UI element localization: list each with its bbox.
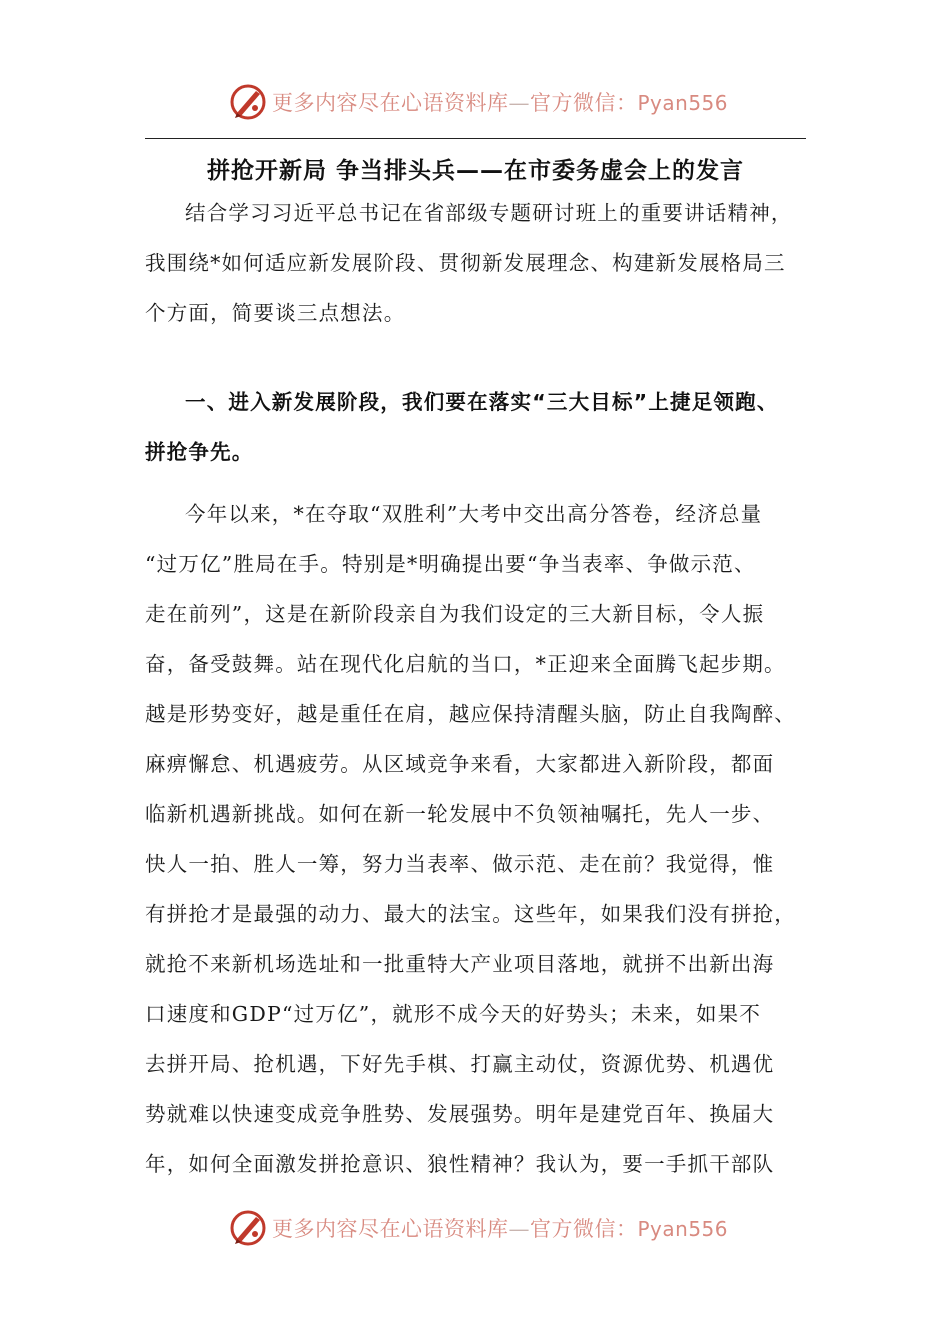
text-line: 麻痹懈怠、机遇疲劳。从区域竞争来看，大家都进入新阶段，都面 (145, 752, 775, 776)
header-banner (0, 78, 950, 126)
text-line: 我围绕*如何适应新发展阶段、贯彻新发展理念、构建新发展格局三 (145, 251, 786, 275)
text-line: 去拼开局、抢机遇，下好先手棋、打赢主动仗，资源优势、机遇优 (145, 1052, 775, 1076)
text-line: 结合学习习近平总书记在省部级专题研讨班上的重要讲话精神， (185, 201, 793, 225)
banner-site-name: 更多内容尽在心语资料库 (272, 1217, 509, 1241)
text-line: 口速度和GDP“过万亿”，就形不成今天的好势头；未来，如果不 (145, 1002, 762, 1026)
text-line: 今年以来，*在夺取“双胜利”大考中交出高分答卷，经济总量 (185, 502, 763, 526)
banner-wechat-handle: Pyan556 (637, 91, 729, 115)
banner-official-label: 官方微信： (530, 1217, 638, 1241)
text-line: 越是形势变好，越是重任在肩，越应保持清醒头脑，防止自我陶醉、 (145, 702, 796, 726)
banner-wechat-handle: Pyan556 (637, 1217, 729, 1241)
heading-line: 一、进入新发展阶段，我们要在落实“三大目标”上捷足领跑、 (185, 390, 779, 414)
banner-official-label: 官方微信： (530, 91, 638, 115)
banner-separator: — (508, 91, 530, 115)
text-line: 年，如何全面激发拼抢意识、狼性精神？我认为，要一手抓干部队 (145, 1152, 775, 1176)
text-line: 临新机遇新挑战。如何在新一轮发展中不负领袖嘱托，先人一步、 (145, 802, 775, 826)
text-line: 快人一拍、胜人一筹，努力当表率、做示范、走在前？我觉得，惟 (145, 852, 775, 876)
footer-banner (0, 1204, 950, 1252)
text-line: 就抢不来新机场选址和一批重特大产业项目落地，就拼不出新出海 (145, 952, 775, 976)
banner-site-name: 更多内容尽在心语资料库 (272, 91, 509, 115)
heading-line: 拼抢争先。 (145, 440, 254, 464)
text-line: 个方面，简要谈三点想法。 (145, 301, 406, 325)
pen-logo-icon (228, 1208, 268, 1248)
text-line: 奋，备受鼓舞。站在现代化启航的当口，*正迎来全面腾飞起步期。 (145, 652, 786, 676)
text-line: “过万亿”胜局在手。特别是*明确提出要“争当表率、争做示范、 (145, 552, 756, 576)
text-line: 势就难以快速变成竞争胜势、发展强势。明年是建党百年、换届大 (145, 1102, 775, 1126)
text-line: 有拼抢才是最强的动力、最大的法宝。这些年，如果我们没有拼抢， (145, 902, 796, 926)
header-rule (145, 138, 806, 139)
document-title: 拼抢开新局 争当排头兵——在市委务虚会上的发言 (206, 158, 744, 184)
pen-logo-icon (228, 82, 268, 122)
text-line: 走在前列”，这是在新阶段亲自为我们设定的三大新目标，令人振 (145, 602, 765, 626)
banner-separator: — (508, 1217, 530, 1241)
